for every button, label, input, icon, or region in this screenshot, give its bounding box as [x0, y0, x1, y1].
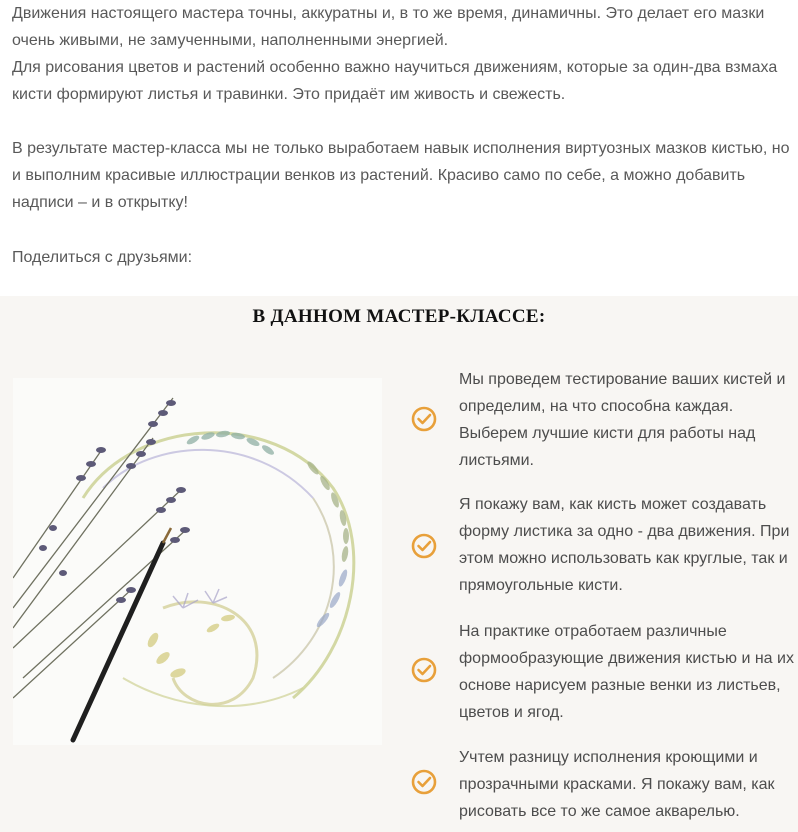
check-circle-icon [410, 532, 438, 560]
feature-text: На практике отработаем различные формообразующие движения кистью и на их основе нарисуем разные венки из листьев, цветов и ягод. [459, 623, 794, 721]
feature-text: Я покажу вам, как кисть может создавать форму листика за одно - два движения. При этом можно использовать как круглые, так и прямоугольные кисти. [459, 496, 790, 594]
share-label: Поделиться с друзьями: [12, 249, 193, 266]
check-circle-icon [410, 405, 438, 433]
feature-text: Учтем разницу исполнения кроющими и прозрачными красками. Я покажу вам, как рисовать все то же самое акварелью. [459, 749, 775, 820]
check-circle-icon [410, 656, 438, 684]
feature-text: Мы проведем тестирование ваших кистей и определим, на что способна каждая. Выберем лучшие кисти для работы над листьями. [459, 371, 786, 469]
feature-item [410, 366, 790, 476]
intro-text [12, 0, 792, 216]
intro-paragraph-2: Для рисования цветов и растений особенно важно научиться движениям, которые за один-два взмаха кисти формируют листья и травинки. Это придаёт им живость и свежесть. [12, 59, 778, 103]
wreath-photo [13, 378, 382, 745]
intro-paragraph-1: Движения настоящего мастера точны, аккуратны и, в то же время, динамичны. Это делает его мазки очень живыми, не замученными, наполненными энергией. [12, 5, 765, 49]
feature-item [410, 744, 790, 832]
intro-paragraph-3: В результате мастер-класса мы не только выработаем навык исполнения виртуозных мазков кистью, но и выполним красивые иллюстрации венков из растений. Красиво само по себе, а можно добавить надписи – и в открытку! [12, 140, 790, 211]
check-circle-icon [410, 768, 438, 796]
feature-item [410, 491, 790, 601]
section-title: В ДАННОМ МАСТЕР-КЛАССЕ: [252, 306, 546, 327]
feature-item [410, 618, 794, 728]
